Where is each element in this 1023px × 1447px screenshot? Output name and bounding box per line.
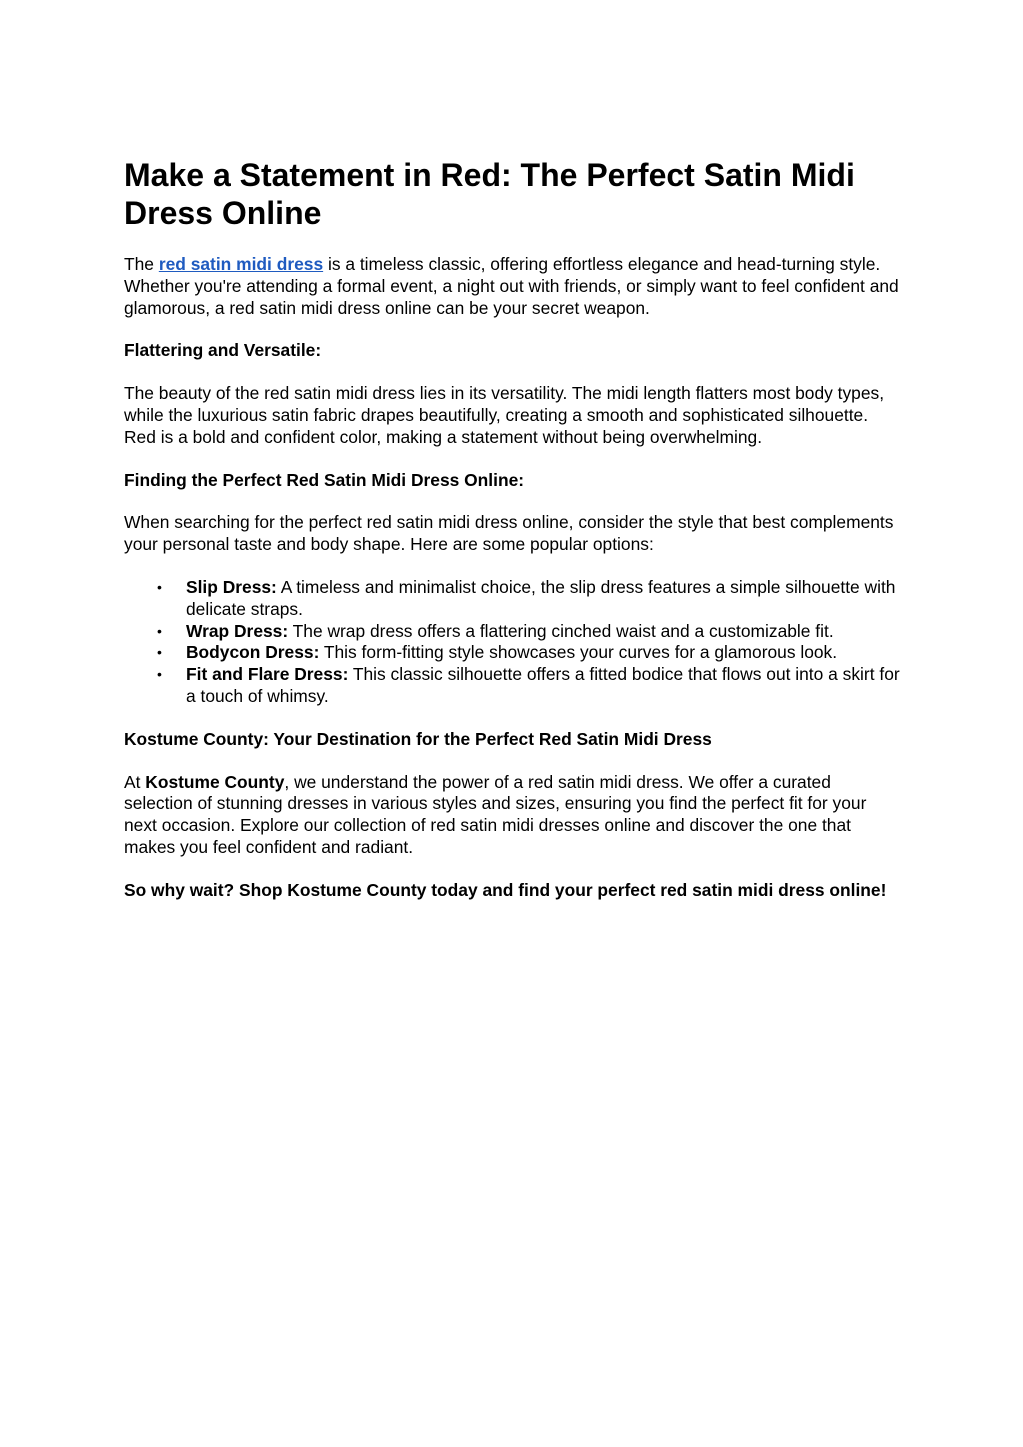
bullet-icon: • <box>157 622 162 639</box>
bullet-icon: • <box>157 644 162 661</box>
list-item <box>157 576 904 621</box>
option-text: A timeless and minimalist choice, the slip dress features a simple silhouette with delicate straps. <box>186 576 896 619</box>
section-body-flattering: The beauty of the red satin midi dress lies in its versatility. The midi length flatters most body types, while the luxurious satin fabric drapes beautifully, creating a smooth and sophisticated silhouette. Red is a bold and confident color, making a statement without being overwhelming. <box>124 383 885 447</box>
option-name: Wrap Dress: <box>186 620 289 641</box>
kostume-text-after: , we understand the power of a red satin midi dress. We offer a curated selection of stunning dresses in various styles and sizes, ensuring you find the perfect fit for your next occasion. Explore our collection of red satin midi dresses online and discover the one that makes you feel confident and radiant. <box>124 771 867 857</box>
section-heading-kostume-county: Kostume County: Your Destination for the Perfect Red Satin Midi Dress <box>124 728 712 749</box>
page-title: Make a Statement in Red: The Perfect Satin Midi Dress Online <box>124 157 855 231</box>
intro-text-after: is a timeless classic, offering effortless elegance and head-turning style. Whether you're attending a formal event, a night out with friends, or simply want to feel confident and glamorous, a red satin midi dress online can be your secret weapon. <box>124 254 899 318</box>
list-item <box>157 642 904 664</box>
section-body-finding: When searching for the perfect red satin midi dress online, consider the style that best complements your personal taste and body shape. Here are some popular options: <box>124 512 894 555</box>
kostume-text-before: At <box>124 771 146 792</box>
intro-paragraph <box>124 254 904 319</box>
option-name: Bodycon Dress: <box>186 642 320 663</box>
bullet-icon: • <box>157 578 162 595</box>
list-item <box>157 620 904 643</box>
option-text: This form-fitting style showcases your curves for a glamorous look. <box>319 642 838 663</box>
dress-options-list <box>124 577 904 708</box>
section-heading-finding: Finding the Perfect Red Satin Midi Dress Online: <box>124 469 525 490</box>
bullet-icon: • <box>157 666 162 683</box>
section-body-kostume-county <box>124 772 904 859</box>
intro-text-before: The <box>124 254 159 274</box>
call-to-action: So why wait? Shop Kostume County today and find your perfect red satin midi dress online! <box>124 879 887 900</box>
brand-name: Kostume County <box>145 771 285 792</box>
option-name: Slip Dress: <box>186 576 277 597</box>
option-text: This classic silhouette offers a fitted bodice that flows out into a skirt for a touch of whimsy. <box>186 664 900 706</box>
list-item <box>157 664 904 708</box>
section-heading-flattering: Flattering and Versatile: <box>124 340 322 361</box>
option-name: Fit and Flare Dress: <box>186 664 349 685</box>
option-text: The wrap dress offers a flattering cinched waist and a customizable fit. <box>288 620 834 641</box>
document-content <box>124 156 904 923</box>
red-satin-midi-dress-link[interactable]: red satin midi dress <box>158 254 324 274</box>
